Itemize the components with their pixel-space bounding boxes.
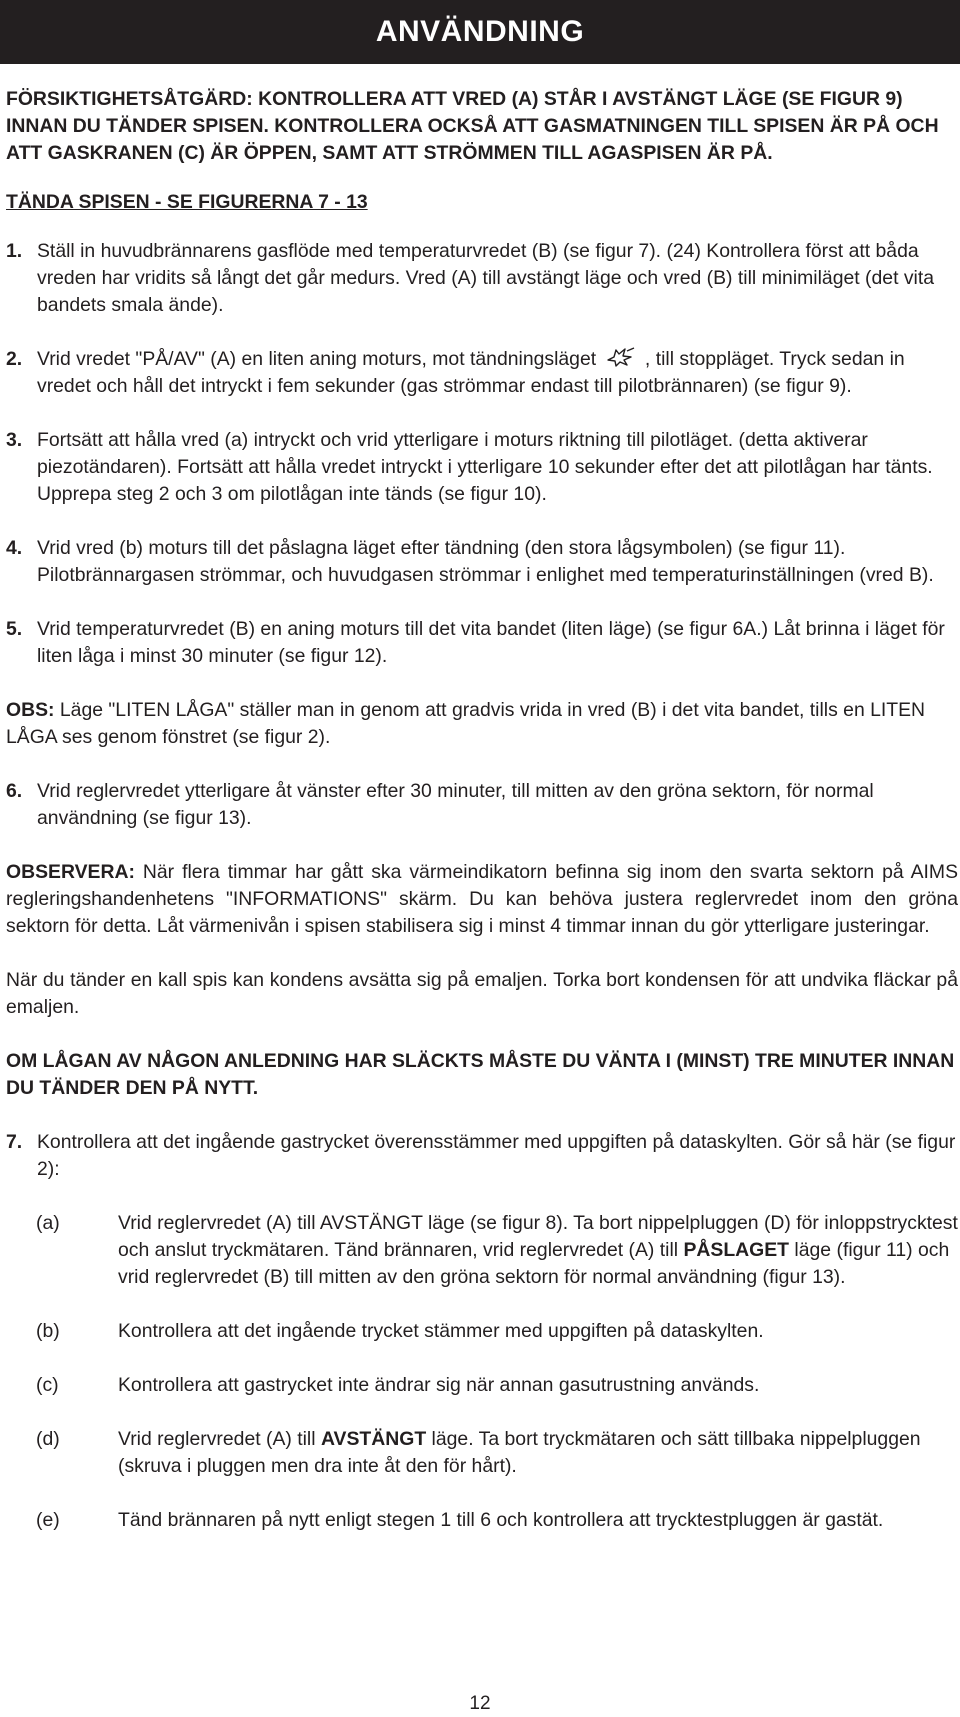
step-2 [6,346,958,400]
page-title: ANVÄNDNING [375,15,585,48]
step-3 [6,427,958,508]
step-number: 6. [6,780,23,802]
substep-text: Kontrollera att det ingående trycket stämmer med uppgiften på dataskylten. [118,1320,764,1342]
step-number: 5. [6,618,23,640]
cold-start-note: När du tänder en kall spis kan kondens avsätta sig på emaljen. Torka bort kondensen för att undvika fläckar på emaljen. [6,969,958,1018]
step-7 [6,1129,958,1183]
ignition-spark-icon [606,347,636,367]
step-6 [6,778,958,832]
step-text: Kontrollera att det ingående gastrycket överensstämmer med uppgiften på dataskylten. Gör så här (se figur 2): [37,1131,956,1180]
step-text [37,346,958,400]
obs-note [6,697,958,751]
page-header [0,0,960,64]
substep-text-part: läge. Ta bort tryckmätaren och sätt tillbaka nippelpluggen (skruva i pluggen men dra inte åt den för hårt). [118,1428,921,1477]
section-subheading: TÄNDA SPISEN - SE FIGURERNA 7 - 13 [6,191,368,213]
substep-text-part: Vrid reglervredet (A) till AVSTÄNGT läge (se figur 8). Ta bort nippelpluggen (D) för inloppstrycktest och anslut tryckmätaren. Tänd brännaren, vrid reglervredet (A) till [118,1212,958,1261]
step-text: Ställ in huvudbrännarens gasflöde med temperaturvredet (B) (se figur 7). (24) Kontrollera först att båda vreden har vridits så långt det går medurs. Vred (A) till avstängt läge och vred (B) till minimiläget (det vita bandets smala ände). [37,240,935,316]
step-number: 4. [6,537,23,559]
step-text: Fortsätt att hålla vred (a) intryckt och vrid ytterligare i moturs riktning till pilotläget. (detta aktiverar piezotändaren). Fortsätt att hålla vredet intryckt i ytterligare 10 sekunder efter det att pilotlågan har tänts. Upprepa steg 2 och 3 om pilotlågan inte tänds (se figur 10). [37,429,933,505]
substep-letter: (d) [36,1428,60,1450]
observera-label: OBSERVERA: [6,861,135,883]
caution-paragraph: FÖRSIKTIGHETSÅTGÄRD: KONTROLLERA ATT VRED (A) STÅR I AVSTÄNGT LÄGE (SE FIGUR 9) INNAN DU TÄNDER SPISEN. KONTROLLERA OCKSÅ ATT GASMATNINGEN TILL SPISEN ÄR PÅ OCH ATT GASKRANEN (C) ÄR ÖPPEN, SAMT ATT STRÖMMEN TILL AGASPISEN ÄR PÅ. [6,88,939,164]
step-text-part: , till stoppläget. Tryck sedan in vredet och håll det intryckt i fem sekunder (gas strömmar endast till pilotbrännaren) (se figur 9). [37,348,905,397]
substep-bold-term: AVSTÄNGT [320,1428,427,1450]
substep-b [36,1318,958,1345]
step-text-part: Vrid vredet "PÅ/AV" (A) en liten aning moturs, mot tändningsläget [37,348,597,370]
observera-text: När flera timmar har gått ska värmeindikatorn befinna sig inom den svarta sektorn på AIMS regleringshandenhetens "INFORMATIONS" skärm. Du kan behöva justera reglervredet inom den gröna sektorn för detta. Låt värmenivån i spisen stabilisera sig i minst 4 timmar innan du gör ytterligare justeringar. [6,861,958,937]
substep-letter: (e) [36,1509,60,1531]
substep-letter: (a) [36,1212,60,1234]
relight-warning: OM LÅGAN AV NÅGON ANLEDNING HAR SLÄCKTS MÅSTE DU VÄNTA I (MINST) TRE MINUTER INNAN DU TÄNDER DEN PÅ NYTT. [6,1050,955,1099]
substep-text [118,1210,958,1291]
substep-bold-term: PÅSLAGET [683,1239,790,1261]
document-body [6,86,958,1561]
obs-label: OBS: [6,699,55,721]
step-number: 1. [6,240,23,262]
step-text: Vrid vred (b) moturs till det påslagna läget efter tändning (den stora lågsymbolen) (se figur 11). Pilotbrännargasen strömmar, och huvudgasen strömmar i enlighet med temperaturinställningen (vred B). [37,537,934,586]
substep-a [36,1210,958,1291]
observera-note [6,859,958,940]
step-text: Vrid temperaturvredet (B) en aning moturs till det vita bandet (liten läge) (se figur 6A.) Låt brinna i läget för liten låga i minst 30 minuter (se figur 12). [37,618,945,667]
substep-text-part: läge (figur 11) och vrid reglervredet (B) till mitten av den gröna sektorn för normal användning (figur 13). [118,1239,950,1288]
step-5 [6,616,958,670]
substep-text: Tänd brännaren på nytt enligt stegen 1 till 6 och kontrollera att trycktestpluggen är gastät. [118,1509,884,1531]
step-1 [6,238,958,319]
substep-letter: (c) [36,1374,59,1396]
substep-text: Kontrollera att gastrycket inte ändrar sig när annan gasutrustning används. [118,1374,760,1396]
step-text: Vrid reglervredet ytterligare åt vänster efter 30 minuter, till mitten av den gröna sektorn, för normal användning (se figur 13). [37,780,874,829]
step-number: 7. [6,1131,23,1153]
step-number: 2. [6,348,23,370]
substep-text [118,1426,958,1480]
substep-d [36,1426,958,1480]
obs-text: Läge "LITEN LÅGA" ställer man in genom att gradvis vrida in vred (B) i det vita bandet, tills en LITEN LÅGA ses genom fönstret (se figur 2). [6,699,926,748]
page-number: 12 [469,1693,491,1714]
substep-text-part: Vrid reglervredet (A) till [118,1428,321,1450]
substep-letter: (b) [36,1320,60,1342]
step-4 [6,535,958,589]
substep-e [36,1507,958,1534]
step-number: 3. [6,429,23,451]
substep-c [36,1372,958,1399]
